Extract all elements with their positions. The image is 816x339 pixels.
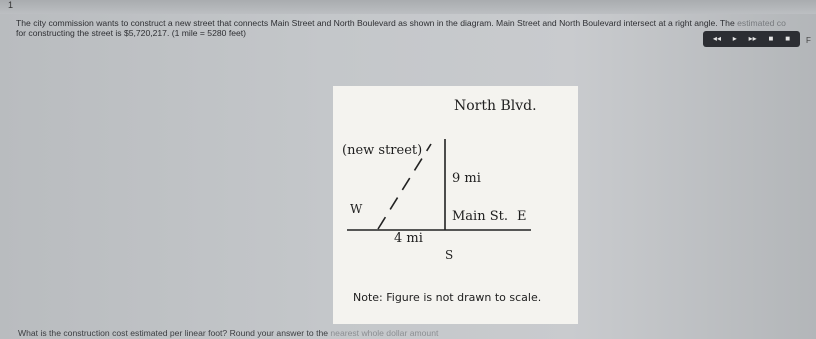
rewind-button[interactable]: ◂◂ [712, 34, 721, 43]
problem-statement [16, 18, 816, 38]
east-label: E [517, 209, 527, 224]
north-blvd-label: North Blvd. [454, 98, 537, 114]
vertical-distance-label: 9 mi [452, 171, 481, 186]
problem-line-2: for constructing the street is $5,720,217. (1 mile = 5280 feet) [16, 28, 247, 38]
stop-button[interactable]: ■ [768, 34, 774, 43]
figure-note: Note: Figure is not drawn to scale. [353, 291, 542, 304]
new-street-label: (new street) [342, 143, 423, 158]
problem-line-1 [16, 18, 816, 28]
horizontal-distance-label: 4 mi [394, 231, 423, 246]
question-visible: What is the construction cost estimated per linear foot? Round your answer to the [18, 328, 329, 338]
south-label: S [445, 248, 454, 262]
forward-button[interactable]: ▸▸ [748, 34, 757, 43]
main-street-label: Main St. [452, 209, 508, 224]
west-label: W [350, 202, 363, 216]
question-text [18, 328, 438, 338]
diagram-lines [333, 86, 578, 324]
top-bar [0, 0, 816, 14]
problem-line-1-text: The city commission wants to construct a new street that connects Main Street and North Boulevard as shown in the diagram. Main Street and North Boulevard intersect at a right angle. The [16, 18, 735, 28]
problem-line-1-faded: estimated co [737, 18, 786, 28]
expand-icon[interactable]: F [806, 36, 811, 45]
play-button[interactable]: ▸ [732, 34, 737, 43]
diagram-figure [333, 86, 578, 324]
page-number: 1 [8, 0, 14, 10]
question-faded: nearest whole dollar amount [330, 328, 439, 338]
menu-button[interactable]: ■ [785, 34, 791, 43]
